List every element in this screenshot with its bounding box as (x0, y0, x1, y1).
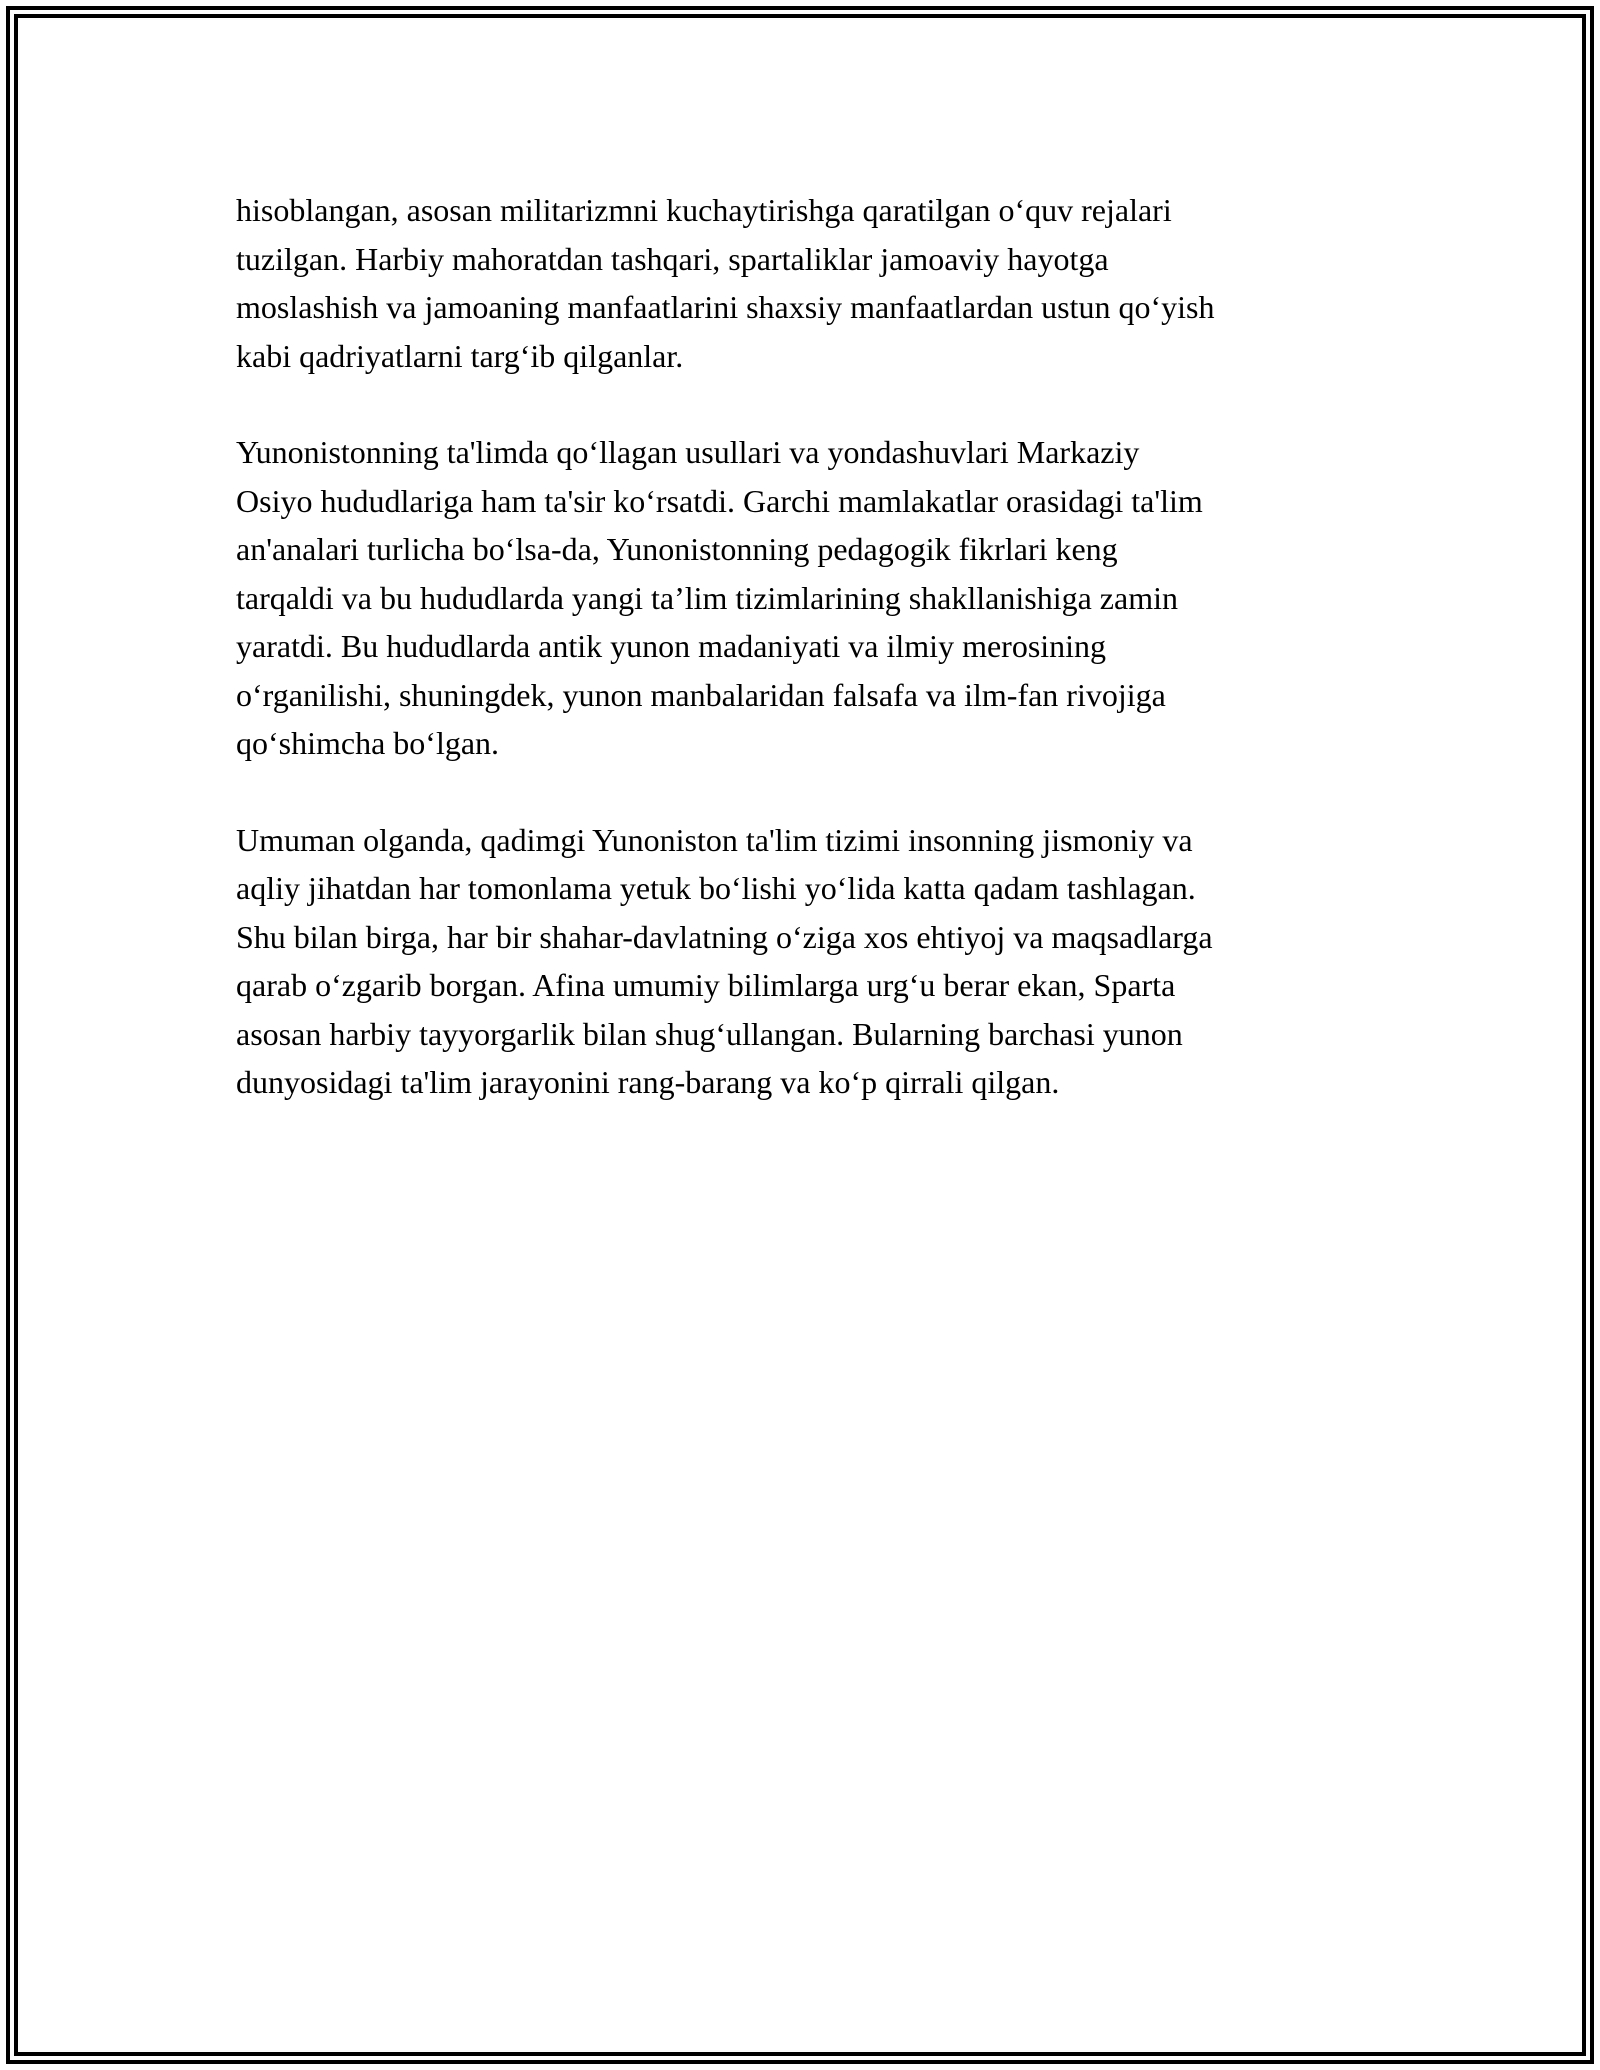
text-line: dunyosidagi ta'lim jarayonini rang-barang va ko‘p qirrali qilgan. (236, 1064, 1060, 1100)
document-body (236, 186, 1376, 1155)
text-line: tuzilgan. Harbiy mahoratdan tashqari, spartaliklar jamoaviy hayotga (236, 240, 1109, 277)
paragraph-spartan-education (236, 186, 1376, 380)
paragraph-central-asia-influence (236, 428, 1376, 768)
text-line: Umuman olganda, qadimgi Yunoniston ta'lim tizimi insonning jismoniy va (236, 821, 1193, 858)
paragraph-conclusion (236, 816, 1376, 1107)
text-line: moslashish va jamoaning manfaatlarini shaxsiy manfaatlardan ustun qo‘yish (236, 289, 1215, 325)
text-line: asosan harbiy tayyorgarlik bilan shug‘ullangan. Bularning barchasi yunon (236, 1015, 1183, 1052)
text-line: qo‘shimcha bo‘lgan. (236, 725, 500, 761)
text-line: Yunonistonning ta'limda qo‘llagan usullari va yondashuvlari Markaziy (236, 434, 1140, 470)
text-line: qarab o‘zgarib borgan. Afina umumiy bilimlarga urg‘u berar ekan, Sparta (236, 967, 1176, 1003)
text-line: yaratdi. Bu hududlarda antik yunon madaniyati va ilmiy merosining (236, 628, 1107, 664)
text-line: aqliy jihatdan har tomonlama yetuk bo‘lishi yo‘lida katta qadam tashlagan. (236, 870, 1196, 906)
text-line: Shu bilan birga, har bir shahar-davlatning o‘ziga xos ehtiyoj va maqsadlarga (236, 918, 1213, 955)
text-line: hisoblangan, asosan militarizmni kuchaytirishga qaratilgan o‘quv rejalari (236, 192, 1172, 228)
text-line: kabi qadriyatlarni targ‘ib qilganlar. (236, 337, 684, 374)
text-line: o‘rganilishi, shuningdek, yunon manbalaridan falsafa va ilm-fan rivojiga (236, 676, 1166, 713)
text-line: tarqaldi va bu hududlarda yangi ta’lim tizimlarining shakllanishiga zamin (236, 579, 1178, 616)
text-line: Osiyo hududlariga ham ta'sir ko‘rsatdi. Garchi mamlakatlar orasidagi ta'lim (236, 482, 1203, 519)
text-line: an'analari turlicha bo‘lsa-da, Yunonistonning pedagogik fikrlari keng (236, 531, 1118, 567)
